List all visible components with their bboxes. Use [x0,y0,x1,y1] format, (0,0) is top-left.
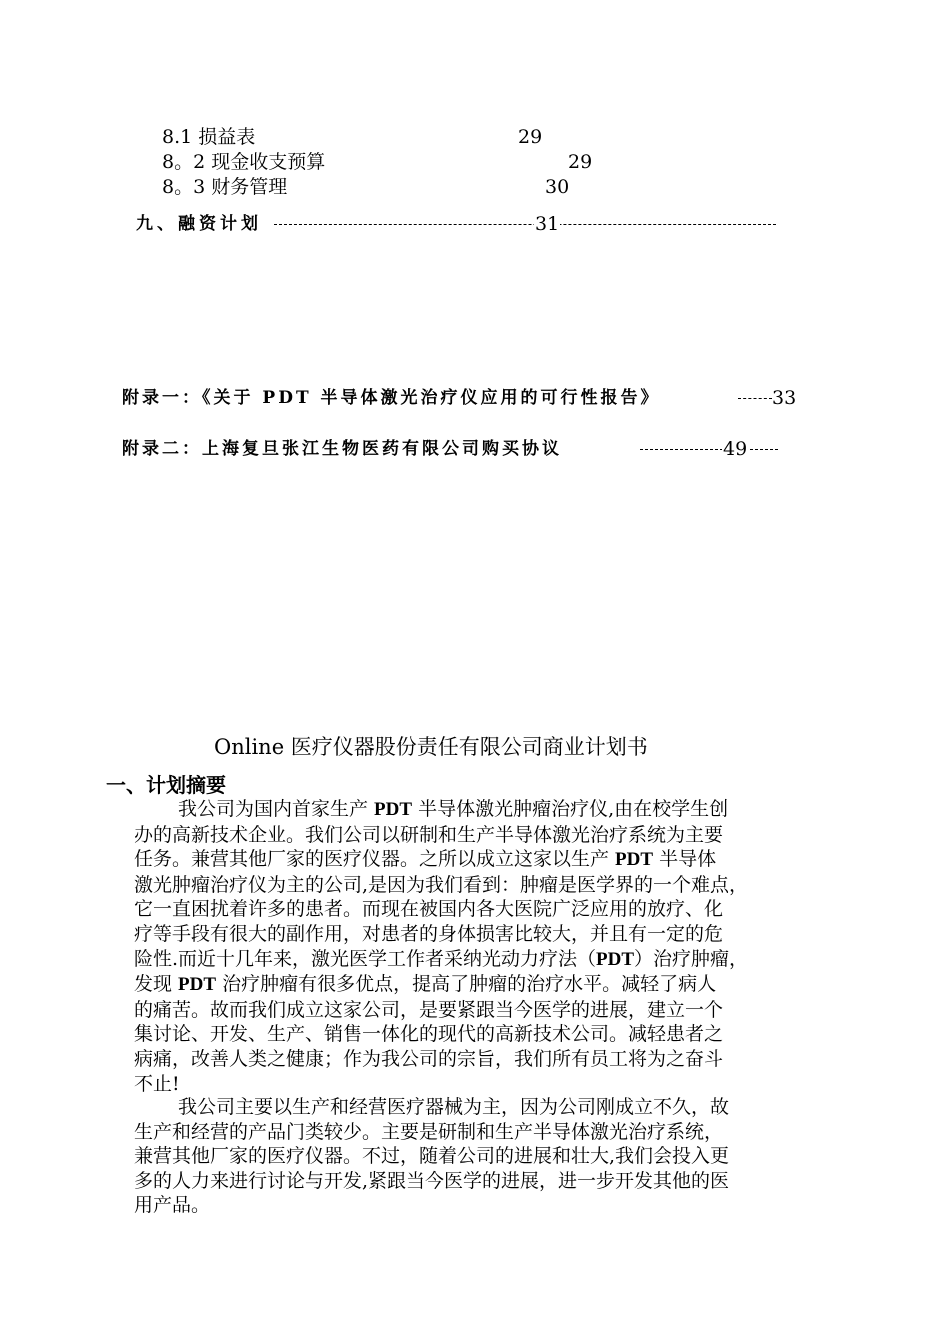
paragraph-line: 它一直困扰着许多的患者。而现在被国内各大医院广泛应用的放疗、化 [134,898,724,921]
toc-appendix-label: 附录一：《关于 PDT 半导体激光治疗仪应用的可行性报告》 [122,388,661,408]
paragraph-line: 任务。兼营其他厂家的医疗仪器。之所以成立这家以生产 PDT 半导体 [134,848,717,871]
toc-appendix-label: 附录二：上海复旦张江生物医药有限公司购买协议 [122,439,562,459]
section-heading: 一、计划摘要 [106,773,226,797]
paragraph-line: 兼营其他厂家的医疗仪器。不过，随着公司的进展和壮大,我们会投入更 [134,1145,730,1168]
paragraph-line: 我公司主要以生产和经营医疗器械为主，因为公司刚成立不久，故 [178,1096,730,1118]
paragraph-line: 用产品。 [134,1194,211,1217]
paragraph-line: 集讨论、开发、生产、销售一体化的现代的高新技术公司。减轻患者之 [134,1023,724,1046]
paragraph-line: 险性.而近十几年来，激光医学工作者采纳光动力疗法（PDT）治疗肿瘤， [134,947,749,970]
document-title: Online 医疗仪器股份责任有限公司商业计划书 [214,735,648,759]
toc-leader-dots [640,449,778,450]
paragraph-line: 发现 PDT 治疗肿瘤有很多优点，提高了肿瘤的治疗水平。减轻了病人 [134,973,717,996]
toc-chapter-9[interactable] [136,212,262,236]
toc-leader-dots [274,224,776,225]
toc-appendix-page: 49 [723,438,748,460]
toc-appendix-page: 33 [772,387,797,409]
paragraph-line: 办的高新技术企业。我们公司以研制和生产半导体激光治疗系统为主要 [134,823,724,846]
toc-leader-dots [738,398,772,399]
paragraph-line: 不止! [134,1072,180,1095]
toc-item-8-3[interactable] [162,175,287,199]
toc-chapter-page: 31 [535,213,560,235]
toc-item-page: 30 [545,176,570,198]
paragraph-line: 我公司为国内首家生产 PDT 半导体激光肿瘤治疗仪,由在校学生创 [178,798,729,820]
toc-item-page: 29 [568,151,593,173]
toc-appendix-1[interactable] [122,386,661,410]
paragraph-line: 多的人力来进行讨论与开发,紧跟当今医学的进展，进一步开发其他的医 [134,1169,730,1192]
paragraph-line: 的痛苦。故而我们成立这家公司，是要紧跟当今医学的进展，建立一个 [134,998,724,1021]
summary-paragraph-1 [134,797,840,1096]
paragraph-line: 生产和经营的产品门类较少。主要是研制和生产半导体激光治疗系统， [134,1120,724,1143]
toc-item-label: 8。3 财务管理 [162,176,288,198]
paragraph-line: 病痛，改善人类之健康；作为我公司的宗旨，我们所有员工将为之奋斗 [134,1047,724,1070]
toc-item-8-1[interactable] [162,125,255,149]
toc-item-8-2[interactable] [162,150,325,174]
toc-item-label: 8。2 现金收支预算 [162,151,326,173]
toc-appendix-2[interactable] [122,437,562,461]
summary-paragraph-2 [134,1095,840,1218]
paragraph-line: 疗等手段有很大的副作用，对患者的身体损害比较大，并且有一定的危 [134,922,724,945]
toc-item-page: 29 [518,126,543,148]
paragraph-line: 激光肿瘤治疗仪为主的公司,是因为我们看到：肿瘤是医学界的一个难点， [134,873,749,896]
toc-chapter-label: 九、融资计划 [136,214,262,234]
toc-item-label: 8.1 损益表 [162,126,256,148]
